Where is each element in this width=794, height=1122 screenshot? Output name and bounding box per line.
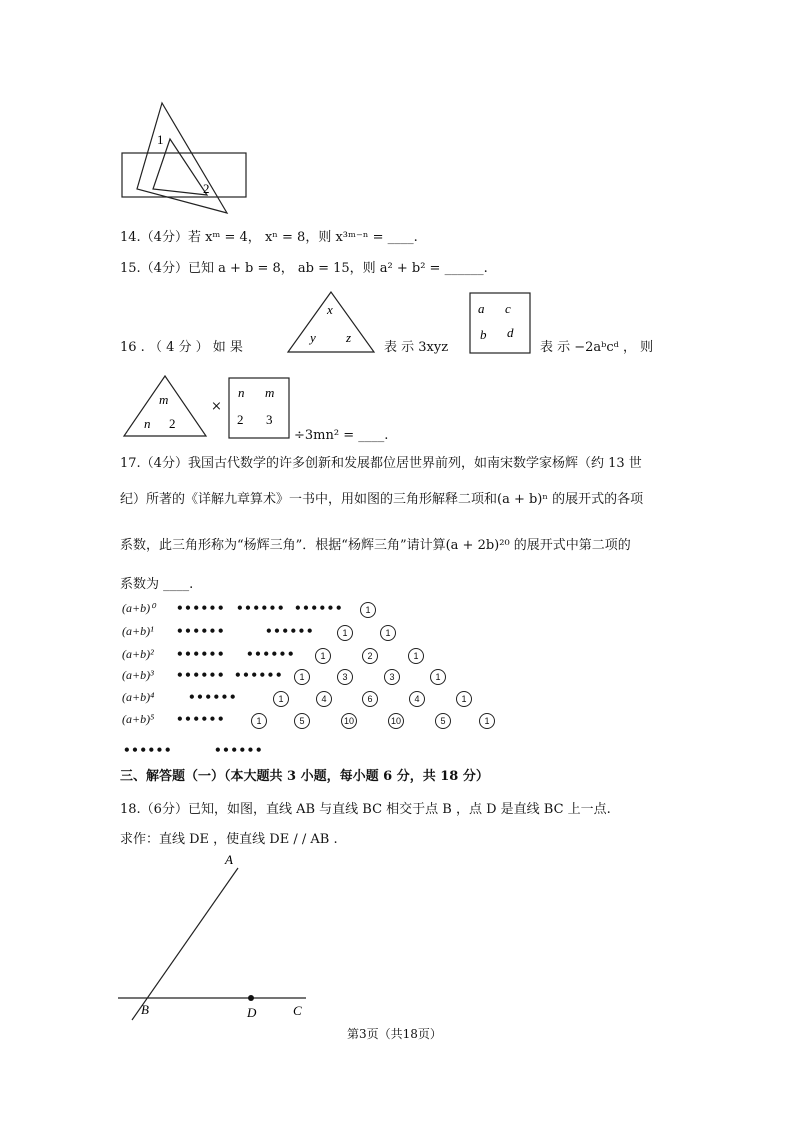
- point-d: [248, 995, 254, 1001]
- label-c: C: [293, 1003, 302, 1018]
- q16-tri2-right: 2: [169, 416, 176, 431]
- coefficient: 10: [388, 713, 404, 729]
- figure-q13: [115, 95, 255, 220]
- q16-square-nm23: [228, 377, 290, 439]
- coefficient: 6: [362, 691, 378, 707]
- coefficient: 3: [337, 669, 353, 685]
- yanghui-row-3: [0, 668, 794, 688]
- coefficient: 1: [251, 713, 267, 729]
- dots: ••••••: [188, 690, 238, 704]
- coefficient: 5: [294, 713, 310, 729]
- q16-sq-b: b: [480, 327, 487, 342]
- line-ab: [132, 868, 238, 1020]
- question-16-tail: ÷3mn² = ____.: [294, 428, 389, 443]
- question-16-prefix: 16 . （ 4 分 ） 如 果: [120, 340, 243, 355]
- question-17-line4: 系数为 ____.: [120, 577, 194, 592]
- coefficient: 1: [408, 648, 424, 664]
- q16-sq2-tr: m: [265, 385, 275, 400]
- fig13-inner-triangle: [153, 139, 207, 195]
- row-label: (a+b)⁰: [122, 601, 155, 615]
- coefficient: 1: [273, 691, 289, 707]
- dots: ••••••: [123, 743, 173, 757]
- dots: ••••••: [214, 743, 264, 757]
- coefficient: 1: [360, 602, 376, 618]
- yanghui-trailing-dots: [0, 743, 794, 763]
- question-17-line3: 系数，此三角形称为“杨辉三角”．根据“杨辉三角”请计算(a + 2b)²⁰ 的展开式中第二项的: [120, 538, 631, 553]
- question-18-line2: 求作：直线 DE ，使直线 DE / / AB .: [120, 832, 338, 847]
- coefficient: 1: [380, 625, 396, 641]
- fig13-angle2-label: 2: [203, 181, 210, 196]
- question-15: 15.（4分）已知 a + b = 8， ab = 15，则 a² + b² = ______.: [120, 261, 488, 276]
- q16-sq-a: a: [478, 301, 485, 316]
- row-label: (a+b)²: [122, 647, 154, 661]
- coefficient: 2: [362, 648, 378, 664]
- section-3-heading: 三、解答题（一）（本大题共 3 小题，每小题 6 分，共 18 分）: [120, 769, 489, 784]
- page-footer: 第3页（共18页）: [347, 1027, 442, 1041]
- q16-square-abcd: [469, 292, 531, 354]
- q16-times-sign: ×: [211, 399, 222, 414]
- q16-sq2-tl: n: [238, 385, 245, 400]
- q16-sq2-br: 3: [266, 412, 273, 427]
- coefficient: 4: [409, 691, 425, 707]
- row-label: (a+b)³: [122, 668, 154, 682]
- dots: ••••••: [265, 624, 315, 638]
- coefficient: 10: [341, 713, 357, 729]
- yanghui-row-5: [0, 712, 794, 732]
- coefficient: 3: [384, 669, 400, 685]
- yanghui-row-2: [0, 647, 794, 667]
- yanghui-row-4: [0, 690, 794, 710]
- coefficient: 1: [294, 669, 310, 685]
- q16-triangle-mn2: [122, 374, 208, 438]
- row-label: (a+b)⁵: [122, 712, 155, 726]
- q16-sq-c: c: [505, 301, 511, 316]
- coefficient: 1: [430, 669, 446, 685]
- yanghui-row-0: [0, 601, 794, 621]
- row-label: (a+b)¹: [122, 624, 154, 638]
- dots: ••••••: [176, 668, 226, 682]
- q16-sq2-bl: 2: [237, 412, 244, 427]
- dots: ••••••: [176, 601, 226, 615]
- dots: ••••••: [246, 647, 296, 661]
- dots: ••••••: [176, 647, 226, 661]
- fig13-angle1-label: 1: [157, 132, 164, 147]
- coefficient: 5: [435, 713, 451, 729]
- dots: ••••••: [236, 601, 286, 615]
- q16-triangle-xyz: [286, 290, 376, 354]
- figure-q18: [110, 850, 320, 1025]
- question-16-mid1: 表 示 3xyz: [384, 340, 449, 355]
- label-a: A: [225, 852, 233, 867]
- dots: ••••••: [176, 712, 226, 726]
- dots: ••••••: [234, 668, 284, 682]
- question-18-line1: 18.（6分）已知，如图，直线 AB 与直线 BC 相交于点 B ，点 D 是直线 BC 上一点.: [120, 802, 611, 817]
- q16-tri-left: y: [310, 330, 316, 345]
- q16-sq-d: d: [507, 325, 514, 340]
- q16-tri2-top: m: [159, 392, 169, 407]
- coefficient: 1: [456, 691, 472, 707]
- label-b: B: [141, 1002, 149, 1017]
- coefficient: 1: [479, 713, 495, 729]
- coefficient: 1: [337, 625, 353, 641]
- question-16-mid2: 表 示 −2aᵇcᵈ ， 则: [540, 340, 654, 355]
- yanghui-row-1: [0, 624, 794, 644]
- coefficient: 1: [315, 648, 331, 664]
- label-d: D: [247, 1005, 257, 1020]
- row-label: (a+b)⁴: [122, 690, 155, 704]
- q16-tri2-left: n: [144, 416, 151, 431]
- question-14: 14.（4分）若 xᵐ = 4， xⁿ = 8，则 x³ᵐ⁻ⁿ = ____.: [120, 230, 418, 245]
- q16-tri-right: z: [346, 330, 352, 345]
- coefficient: 4: [316, 691, 332, 707]
- question-17-line2: 纪）所著的《详解九章算术》一书中，用如图的三角形解释二项和(a + b)ⁿ 的展开式的各项: [120, 492, 644, 507]
- question-17-line1: 17.（4分）我国古代数学的许多创新和发展都位居世界前列，如南宋数学家杨辉（约 13 世: [120, 456, 642, 471]
- q16-tri-top: x: [327, 302, 333, 317]
- dots: ••••••: [176, 624, 226, 638]
- dots: ••••••: [294, 601, 344, 615]
